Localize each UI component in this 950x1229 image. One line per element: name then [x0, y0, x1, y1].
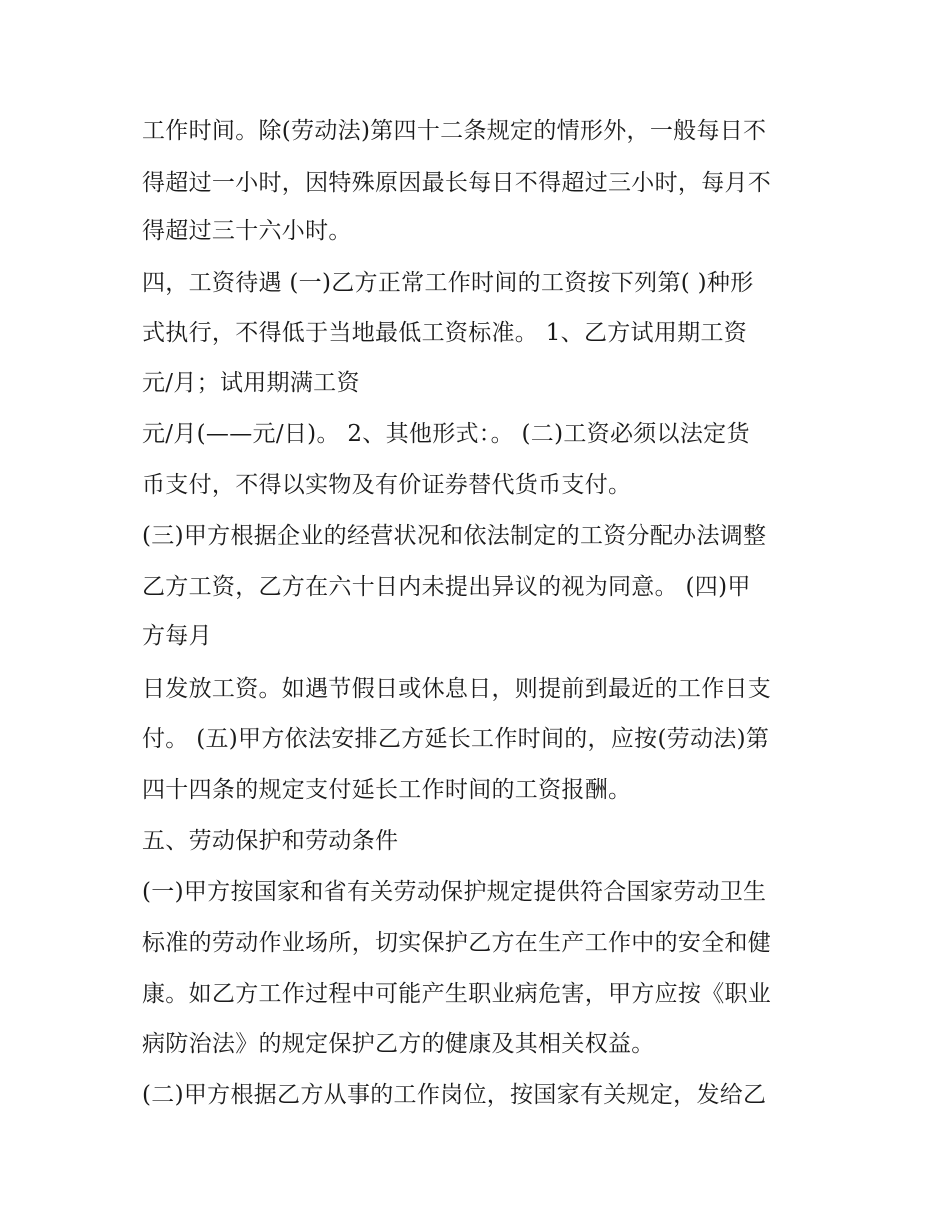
text-line: 乙方工资，乙方在六十日内未提出异议的视为同意。 (四)甲 [142, 574, 751, 600]
text-line: 币支付，不得以实物及有价证券替代货币支付。 [142, 472, 632, 498]
text-line: 式执行，不得低于当地最低工资标准。 1、乙方试用期工资 [142, 320, 748, 346]
text-line: 四，工资待遇 (一)乙方正常工作时间的工资按下列第( )种形 [142, 270, 754, 296]
text-line: 元/月；试用期满工资 [142, 370, 360, 396]
text-line: (一)甲方按国家和省有关劳动保护规定提供符合国家劳动卫生 [142, 879, 767, 905]
text-line: 得超过一小时，因特殊原因最长每日不得超过三小时，每月不 [142, 170, 772, 196]
text-line: (二)甲方根据乙方从事的工作岗位，按国家有关规定，发给乙 [142, 1082, 767, 1108]
text-line: 标准的劳动作业场所，切实保护乙方在生产工作中的安全和健 [142, 930, 772, 956]
text-line: 付。 (五)甲方依法安排乙方延长工作时间的，应按(劳动法)第 [142, 726, 770, 752]
text-line: 元/月(——元/日)。 2、其他形式：。 (二)工资必须以法定货 [142, 421, 750, 447]
text-line: 工作时间。除(劳动法)第四十二条规定的情形外，一般每日不 [142, 118, 767, 144]
text-line: 四十四条的规定支付延长工作时间的工资报酬。 [142, 777, 632, 803]
text-line: 方每月 [142, 623, 212, 649]
text-line: 日发放工资。如遇节假日或休息日，则提前到最近的工作日支 [142, 676, 772, 702]
text-line: 病防治法》的规定保护乙方的健康及其相关权益。 [142, 1031, 655, 1057]
text-line: 得超过三十六小时。 [142, 218, 352, 244]
section-heading: 五、劳动保护和劳动条件 [142, 828, 399, 854]
text-line: 康。如乙方工作过程中可能产生职业病危害，甲方应按《职业 [142, 981, 772, 1007]
text-line: (三)甲方根据企业的经营状况和依法制定的工资分配办法调整 [142, 523, 767, 549]
